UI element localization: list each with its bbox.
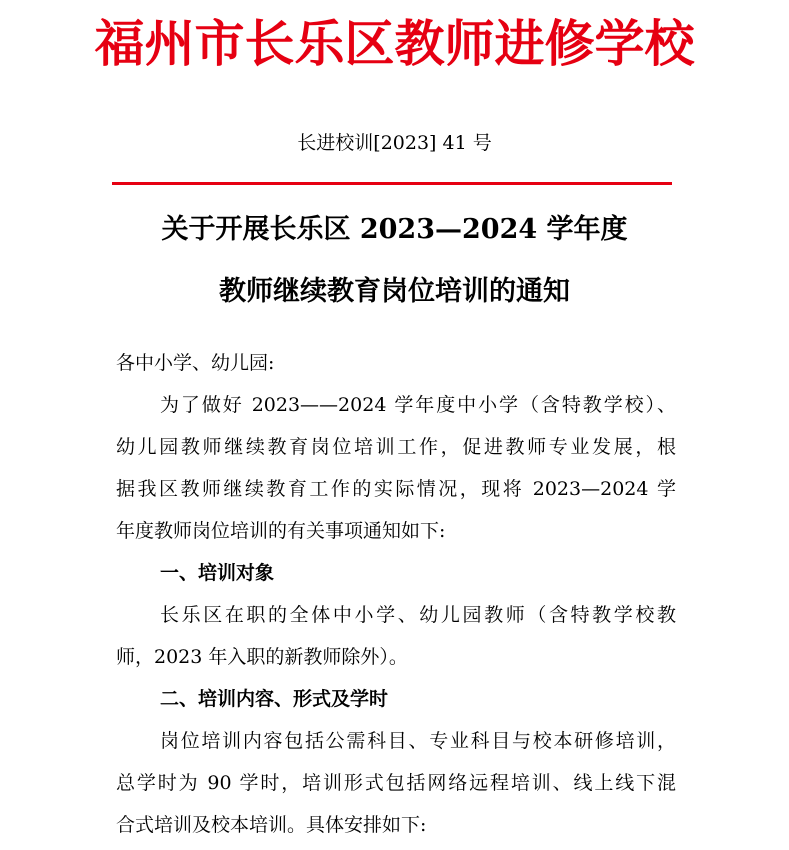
notice-title-line-1: 关于开展长乐区 2023—2024 学年度 xyxy=(161,214,628,245)
section-2-paragraph-line: 合式培训及校本培训。具体安排如下: xyxy=(116,814,427,836)
section-1-paragraph-line: 长乐区在职的全体中小学、幼儿园教师（含特教学校教 xyxy=(160,604,676,626)
intro-paragraph-line: 幼儿园教师继续教育岗位培训工作，促进教师专业发展，根 xyxy=(116,436,676,458)
intro-paragraph-line: 为了做好 2023——2024 学年度中小学（含特教学校）、 xyxy=(160,394,676,416)
intro-paragraph-line: 年度教师岗位培训的有关事项通知如下: xyxy=(116,520,446,542)
notice-title-line-2: 教师继续教育岗位培训的通知 xyxy=(219,276,570,307)
intro-paragraph-line: 据我区教师继续教育工作的实际情况，现将 2023—2024 学 xyxy=(116,478,676,500)
section-2-paragraph-line: 总学时为 90 学时，培训形式包括网络远程培训、线上线下混 xyxy=(116,772,676,794)
issuing-organization-title: 福州市长乐区教师进修学校 xyxy=(94,14,695,73)
section-1-paragraph-line: 师，2023 年入职的新教师除外）。 xyxy=(116,646,408,668)
section-heading-training-content: 二、培训内容、形式及学时 xyxy=(160,688,389,710)
red-divider-line xyxy=(112,182,672,185)
section-heading-training-targets: 一、培训对象 xyxy=(160,562,275,584)
salutation: 各中小学、幼儿园: xyxy=(116,352,275,374)
document-body xyxy=(116,342,676,846)
section-2-paragraph-line: 岗位培训内容包括公需科目、专业科目与校本研修培训， xyxy=(160,730,676,752)
document-number: 长进校训[2023] 41 号 xyxy=(297,132,492,154)
